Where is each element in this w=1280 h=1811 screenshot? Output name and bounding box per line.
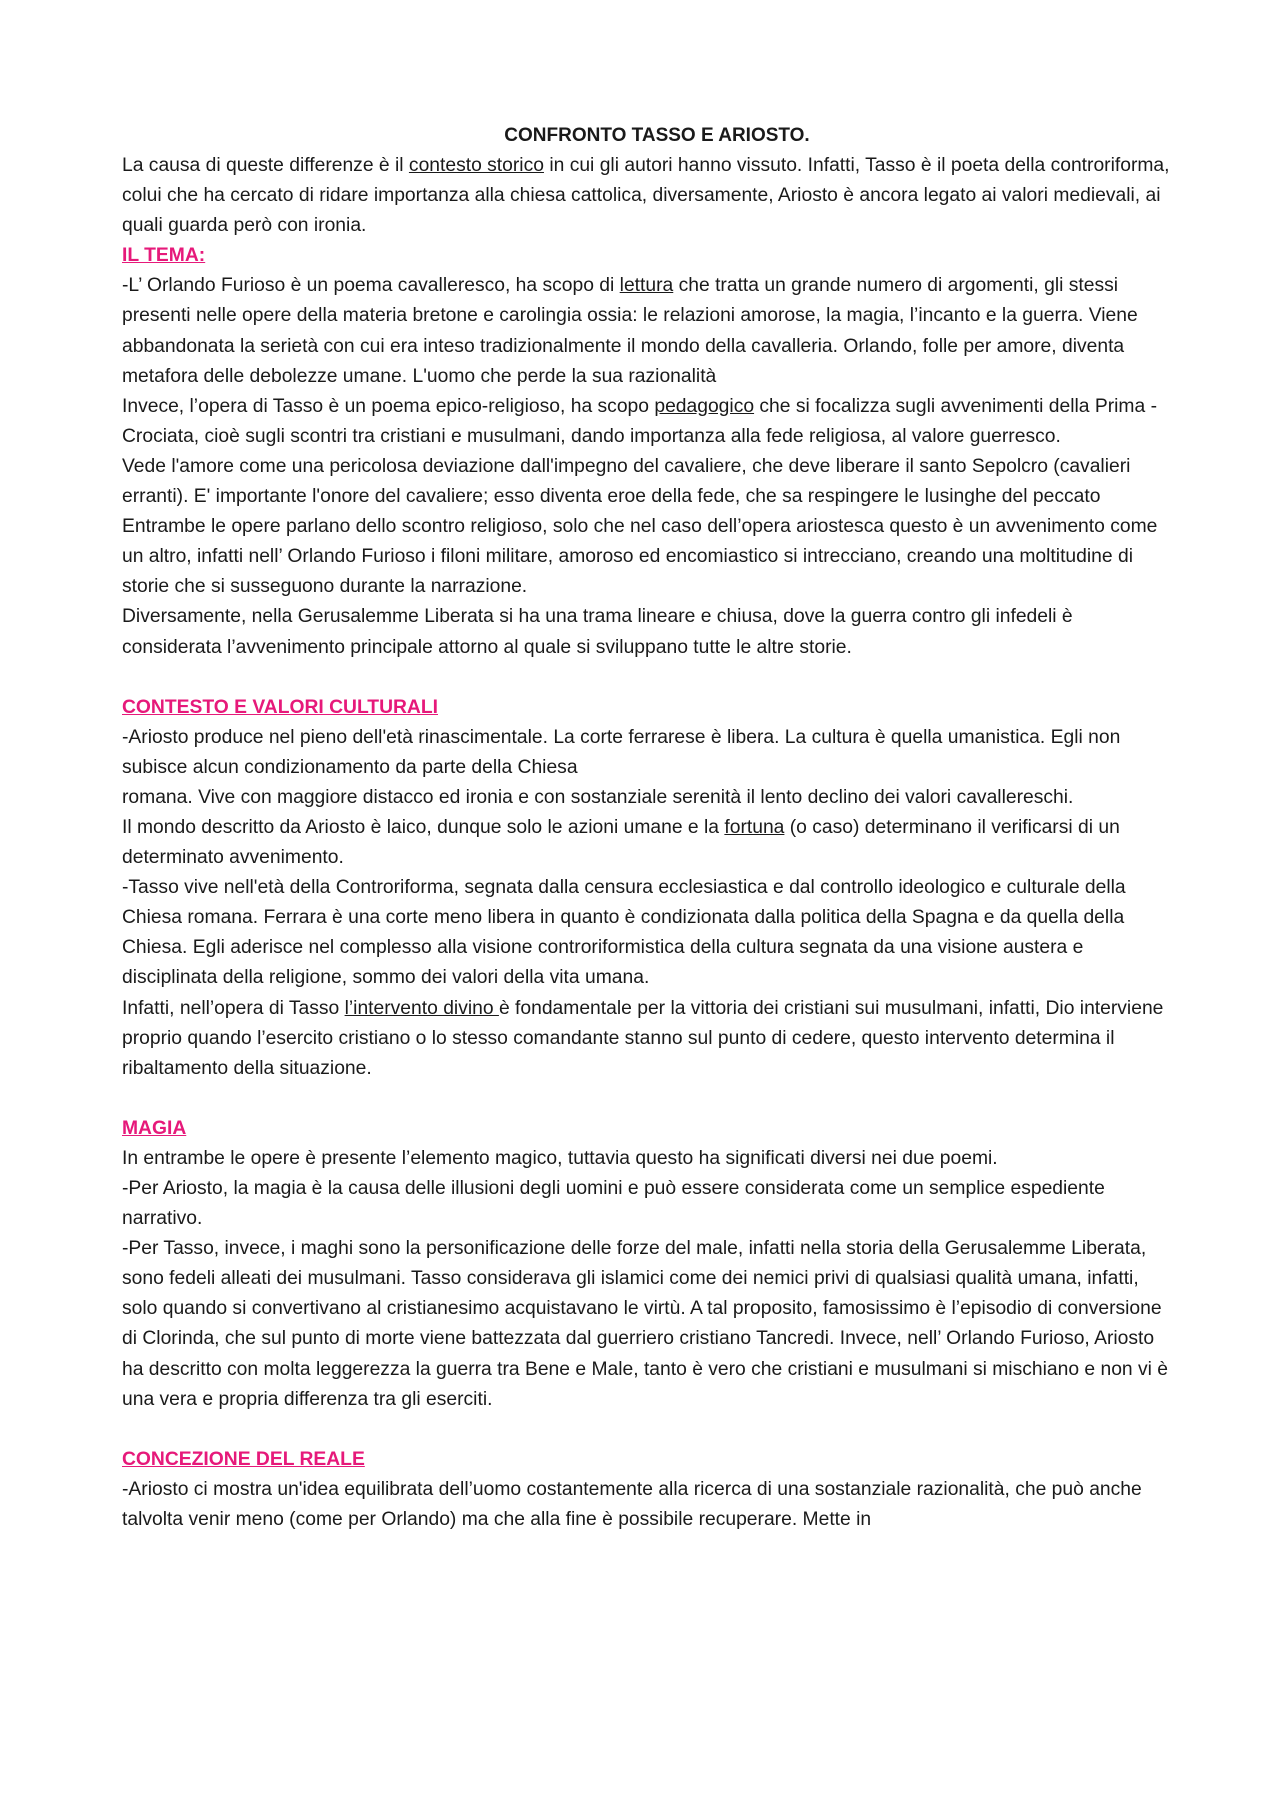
magia-paragraph-2: -Per Ariosto, la magia è la causa delle illusioni degli uomini e può essere considerata come un semplice espediente narrativo. (122, 1178, 1105, 1230)
section-heading-tema: IL TEMA: (122, 245, 206, 267)
section-heading-magia: MAGIA (122, 1117, 187, 1139)
magia-paragraph-1: In entrambe le opere è presente l’elemento magico, tuttavia questo ha significati diversi nei due poemi. (122, 1147, 998, 1169)
underlined-term: pedagogico (654, 395, 755, 417)
tema-paragraph-3: Vede l'amore come una pericolosa deviazione dall'impegno del cavaliere, che deve liberare il santo Sepolcro (cavalieri erranti). E' importante l'onore del cavaliere; esso diventa eroe della fede, che sa respingere le lusinghe del peccato (122, 455, 1131, 508)
paragraph-text: -L’ Orlando Furioso è un poema cavalleresco, ha scopo di (122, 275, 620, 297)
paragraph-text: che tratta un grande numero di argomenti, gli stessi presenti nelle opere della materia bretone e carolingia ossia: le relazioni amorose, la magia, l’incanto e la guerra. Viene abbandonata la serietà con cui era inteso tradizionalmente il mondo della cavalleria. Orlando, folle per amore, diventa metafora delle debolezze umane. L'uomo che perde la sua razionalità (122, 275, 1138, 387)
paragraph-text: (o caso) determinano il verificarsi di un determinato avvenimento. (122, 816, 1120, 869)
paragraph-text: Infatti, nell’opera di Tasso (122, 997, 345, 1019)
contesto-paragraph-1: -Ariosto produce nel pieno dell'età rinascimentale. La corte ferrarese è libera. La cultura è quella umanistica. Egli non subisce alcun condizionamento da parte della Chiesa (122, 726, 1121, 778)
tema-paragraph-4: Entrambe le opere parlano dello scontro religioso, solo che nel caso dell’opera ariostesca questo è un avvenimento come un altro, infatti nell’ Orlando Furioso i filoni militare, amoroso ed encomiastico si intrecciano, creando una moltitudine di storie che si susseguono durante la narrazione. (122, 516, 1158, 598)
reale-paragraph-1: -Ariosto ci mostra un'idea equilibrata dell’uomo costantemente alla ricerca di una sostanziale razionalità, che può anche talvolta venir meno (come per Orlando) ma che alla fine è possibile recuperare. Mette in (122, 1478, 1142, 1530)
underlined-term: fortuna (724, 816, 785, 838)
paragraph-text: Invece, l’opera di Tasso è un poema epico-religioso, ha scopo (122, 395, 655, 417)
intro-paragraph (122, 151, 1170, 241)
section-gap (122, 1415, 1170, 1445)
magia-paragraph-3: -Per Tasso, invece, i maghi sono la personificazione delle forze del male, infatti nella storia della Gerusalemme Liberata, sono fedeli alleati dei musulmani. Tasso considerava gli islamici come dei nemici privi di qualsiasi qualità umana, infatti, solo quando si convertivano al cristianesimo acquistavano le virtù. A tal proposito, famosissimo è l’episodio di conversione di Clorinda, che sul punto di morte viene battezzata dal guerriero cristiano Tancredi. Invece, nell’ Orlando Furioso, Ariosto ha descritto con molta leggerezza la guerra tra Bene e Male, tanto è vero che cristiani e musulmani si mischiano e non vi è una vera e propria differenza tra gli eserciti. (122, 1238, 1169, 1410)
document-title: CONFRONTO TASSO E ARIOSTO. (504, 125, 810, 146)
section-gap (122, 1084, 1170, 1114)
underlined-term: l’intervento divino (344, 997, 499, 1019)
contesto-paragraph-3 (122, 813, 1170, 873)
contesto-paragraph-2: romana. Vive con maggiore distacco ed ironia e con sostanziale serenità il lento declino dei valori cavallereschi. (122, 786, 1074, 808)
paragraph-text: Il mondo descritto da Ariosto è laico, dunque solo le azioni umane e la (122, 816, 725, 838)
section-heading-contesto: CONTESTO E VALORI CULTURALI (122, 696, 438, 718)
contesto-paragraph-5 (122, 994, 1170, 1084)
section-gap (122, 663, 1170, 693)
intro-text: in cui gli autori hanno vissuto. Infatti, Tasso è il poeta della controriforma, colui che ha cercato di ridare importanza alla chiesa cattolica, diversamente, Ariosto è ancora legato ai valori medievali, ai quali guarda però con ironia. (122, 155, 1170, 237)
paragraph-text: è fondamentale per la vittoria dei cristiani sui musulmani, infatti, Dio interviene proprio quando l’esercito cristiano o lo stesso comandante stanno sul punto di cedere, questo intervento determina il ribaltamento della situazione. (122, 997, 1164, 1079)
underlined-term: contesto storico (408, 155, 544, 176)
tema-paragraph-5: Diversamente, nella Gerusalemme Liberata si ha una trama lineare e chiusa, dove la guerra contro gli infedeli è considerata l’avvenimento principale attorno al quale si sviluppano tutte le altre storie. (122, 606, 1073, 658)
tema-paragraph-2 (122, 392, 1170, 452)
contesto-paragraph-4: -Tasso vive nell'età della Controriforma, segnata dalla censura ecclesiastica e dal controllo ideologico e culturale della Chiesa romana. Ferrara è una corte meno libera in quanto è condizionata dalla politica della Spagna e da quella della Chiesa. Egli aderisce nel complesso alla visione controriformistica della cultura segnata da una visione austera e disciplinata della religione, sommo dei valori della vita umana. (122, 877, 1126, 989)
tema-paragraph-1 (122, 271, 1170, 391)
paragraph-text: che si focalizza sugli avvenimenti della Prima -Crociata, cioè sugli scontri tra cristiani e musulmani, dando importanza alla fede religiosa, al valore guerresco. (122, 395, 1157, 447)
section-heading-reale: CONCEZIONE DEL REALE (122, 1448, 365, 1470)
intro-text: La causa di queste differenze è il (122, 155, 409, 176)
underlined-term: lettura (619, 275, 674, 297)
